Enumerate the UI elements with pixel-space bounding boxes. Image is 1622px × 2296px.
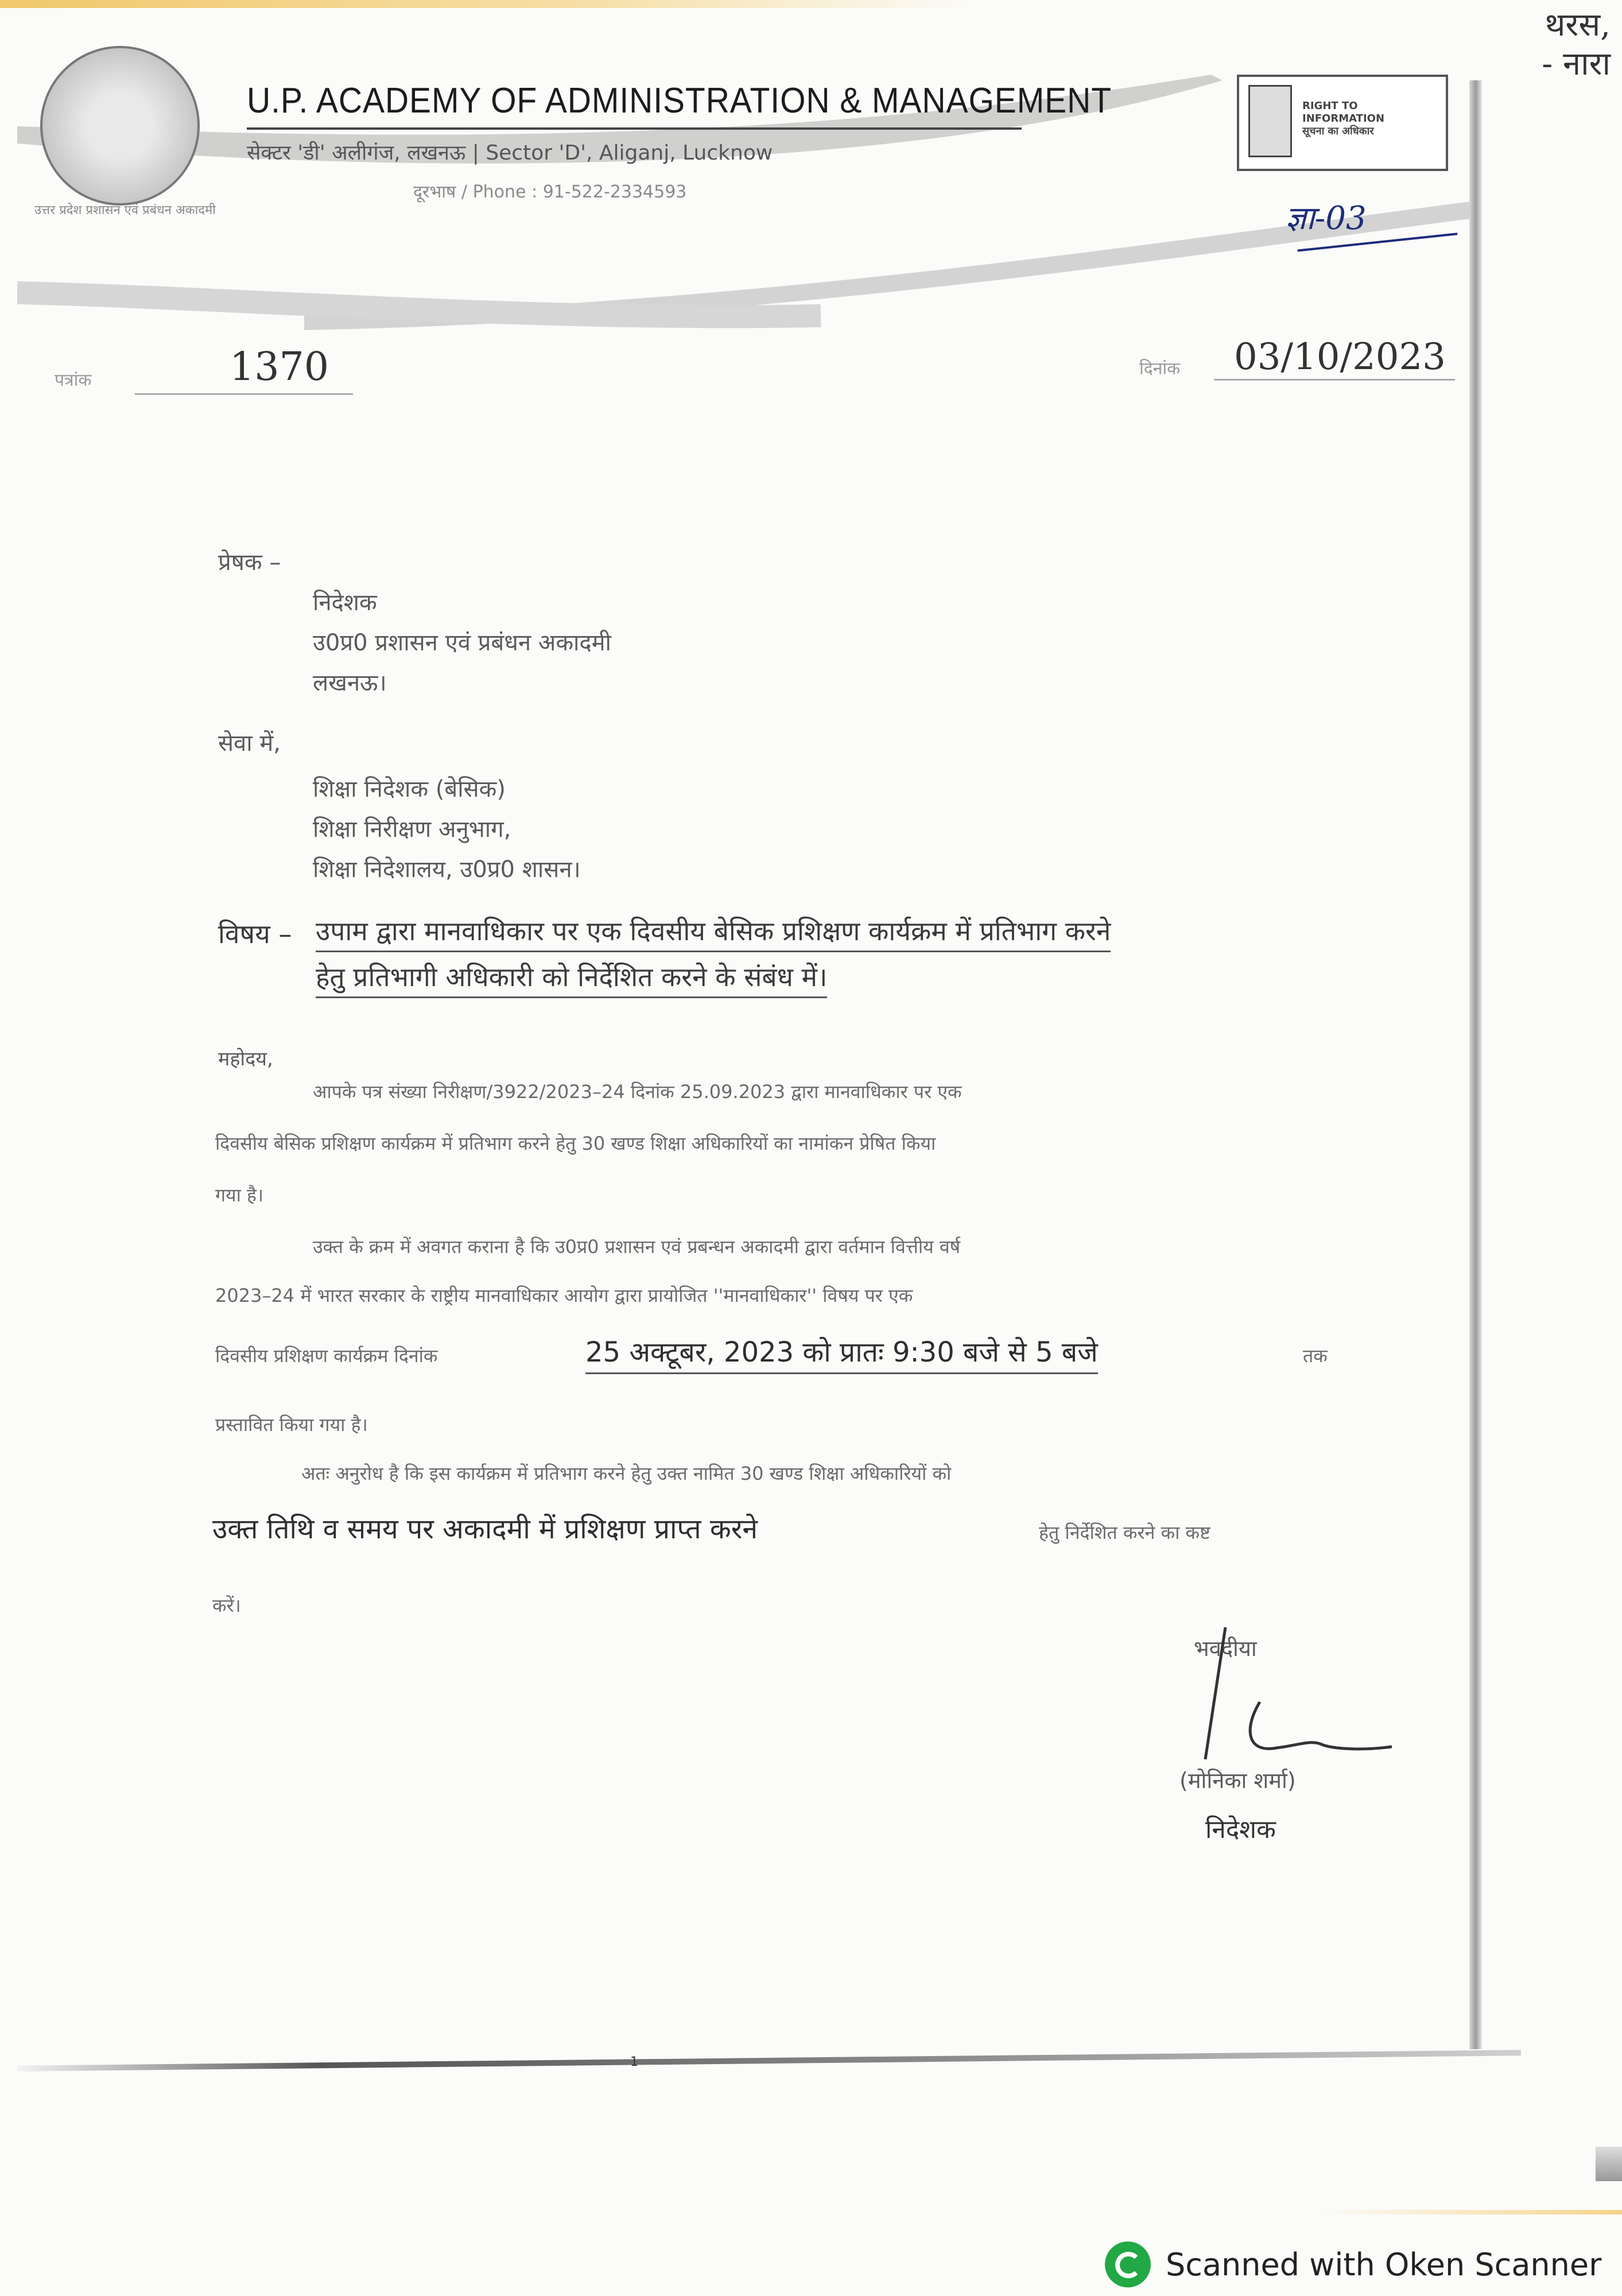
subject-label: विषय –	[218, 918, 292, 949]
number-line	[135, 393, 353, 395]
letter-number: 1370	[230, 344, 329, 390]
page-number: 1	[630, 2055, 638, 2069]
signatory-designation: निदेशक	[1205, 1815, 1276, 1844]
body-line: प्रस्तावित किया गया है।	[215, 1414, 368, 1436]
body-line: हेतु निर्देशित करने का कष्ट	[1039, 1522, 1210, 1543]
scan-edge-bottom	[1320, 2210, 1622, 2214]
subject-line-1: उपाम द्वारा मानवाधिकार पर एक दिवसीय बेसिक प्रशिक्षण कार्यक्रम में प्रतिभाग करने	[316, 913, 1111, 952]
body-line: उक्त के क्रम में अवगत कराना है कि उ0प्र0 प्रशासन एवं प्रबन्धन अकादमी द्वारा वर्तमान वित्तीय वर्ष	[313, 1236, 961, 1258]
recipient-line: शिक्षा निरीक्षण अनुभाग,	[313, 816, 511, 843]
date-label: दिनांक	[1139, 359, 1181, 379]
academy-logo	[40, 46, 200, 205]
organization-phone: दूरभाष / Phone : 91-522-2334593	[413, 182, 687, 202]
salutation: महोदय,	[218, 1048, 273, 1071]
logo-caption: उत्तर प्रदेश प्रशासन एवं प्रबंधन अकादमी	[34, 203, 216, 218]
page-edge-right	[1469, 80, 1482, 2049]
date-line	[1214, 379, 1455, 381]
sender-line: लखनऊ।	[313, 670, 387, 696]
rti-badge	[1237, 75, 1448, 171]
number-label: पत्रांक	[55, 370, 92, 390]
rti-text: RIGHT TO INFORMATION सूचना का अधिकार	[1302, 100, 1385, 137]
signatory-name: (मोनिका शर्मा)	[1179, 1768, 1296, 1793]
sender-line: उ0प्र0 प्रशासन एवं प्रबंधन अकादमी	[313, 630, 611, 656]
scan-edge-top	[0, 0, 976, 8]
signature	[1174, 1616, 1403, 1788]
recipient-label: सेवा में,	[218, 730, 281, 757]
scanner-watermark-text: Scanned with Oken Scanner	[1166, 2246, 1602, 2283]
sender-label: प्रेषक –	[218, 549, 281, 576]
closing-yours: भवदीया	[1194, 1636, 1257, 1661]
body-line: तक	[1303, 1345, 1328, 1367]
body-line: आपके पत्र संख्या निरीक्षण/3922/2023–24 दिनांक 25.09.2023 द्वारा मानवाधिकार पर एक	[313, 1081, 962, 1103]
corner-note: थरस, - नारा	[1542, 6, 1611, 83]
body-line-bold: उक्त तिथि व समय पर अकादमी में प्रशिक्षण प्राप्त करने	[212, 1513, 758, 1545]
body-line: दिवसीय बेसिक प्रशिक्षण कार्यक्रम में प्रतिभाग करने हेतु 30 खण्ड शिक्षा अधिकारियों का नामांकन प्रेषित किया	[215, 1133, 936, 1154]
body-line: गया है।	[215, 1184, 264, 1206]
body-line: अतः अनुरोध है कि इस कार्यक्रम में प्रतिभाग करने हेतु उक्त नामित 30 खण्ड शिक्षा अधिकारियों को	[301, 1463, 952, 1484]
subject-line-2: हेतु प्रतिभागी अधिकारी को निर्देशित करने के संबंध में।	[316, 959, 827, 998]
org-name-rule	[247, 127, 1022, 130]
organization-address: सेक्टर 'डी' अलीगंज, लखनऊ | Sector 'D', Aliganj, Lucknow	[247, 141, 773, 165]
page-edge-bottom	[17, 2050, 1521, 2071]
organization-name: U.P. ACADEMY OF ADMINISTRATION & MANAGEMENT	[247, 81, 1112, 121]
scan-shadow	[1596, 2147, 1622, 2181]
scanner-watermark	[1105, 2241, 1601, 2287]
training-date-time: 25 अक्टूबर, 2023 को प्रातः 9:30 बजे से 5 बजे	[585, 1333, 1098, 1374]
letter-date: 03/10/2023	[1234, 336, 1446, 378]
recipient-line: शिक्षा निदेशालय, उ0प्र0 शासन।	[313, 856, 581, 883]
recipient-line: शिक्षा निदेशक (बेसिक)	[313, 776, 506, 802]
sender-line: निदेशक	[313, 589, 377, 616]
rti-emblem-icon	[1248, 85, 1292, 157]
handwritten-reference: ज्ञा-03	[1286, 200, 1367, 237]
body-line: करें।	[212, 1595, 241, 1616]
oken-scanner-icon	[1105, 2241, 1151, 2287]
body-line: दिवसीय प्रशिक्षण कार्यक्रम दिनांक	[215, 1345, 438, 1367]
body-line: 2023–24 में भारत सरकार के राष्ट्रीय मानवाधिकार आयोग द्वारा प्रायोजित ''मानवाधिकार'' विषय पर एक	[215, 1285, 913, 1306]
